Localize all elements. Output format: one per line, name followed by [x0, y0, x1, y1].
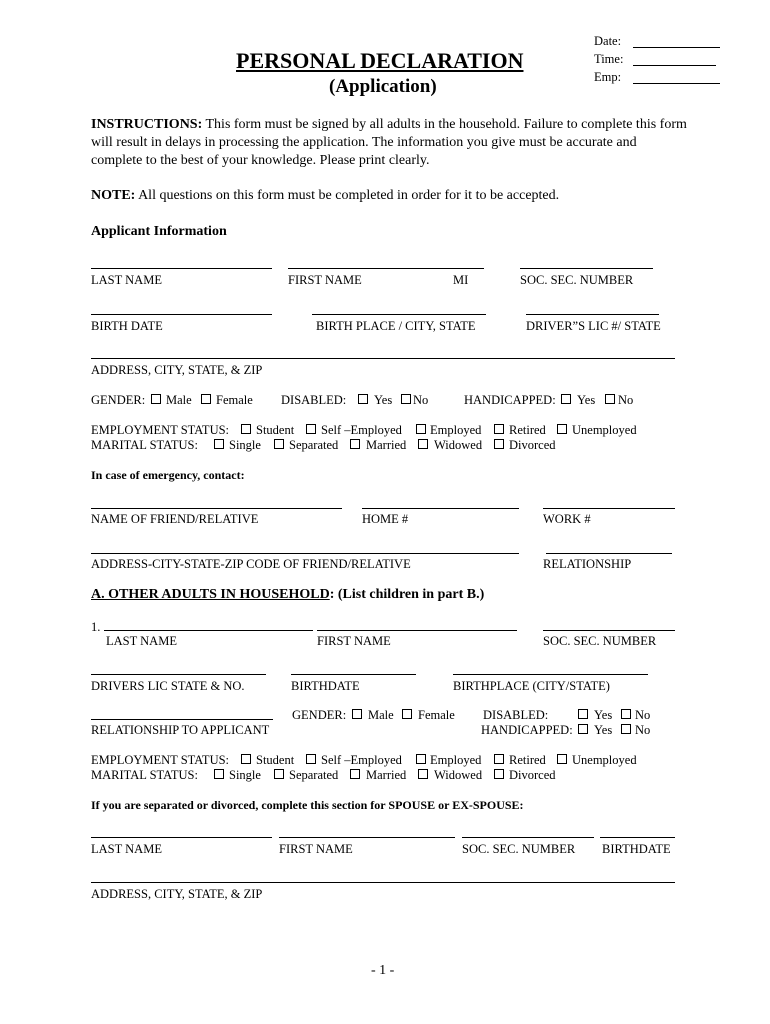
applicant-handicapped-yes-checkbox[interactable]	[561, 394, 571, 404]
time-field[interactable]	[633, 65, 716, 66]
applicant-gender-label: GENDER:	[91, 393, 146, 407]
applicant-employed-label: Employed	[430, 423, 482, 437]
adult-disabled-yes-label: Yes	[594, 708, 613, 722]
applicant-handicapped-no-label: No	[618, 393, 634, 407]
adult-self-employed-label: Self –Employed	[321, 753, 402, 767]
applicant-female-label: Female	[216, 393, 253, 407]
applicant-disabled-no-checkbox[interactable]	[401, 394, 411, 404]
adult-male-checkbox[interactable]	[352, 709, 362, 719]
adult-student-label: Student	[256, 753, 295, 767]
adult-handicapped-no-checkbox[interactable]	[621, 724, 631, 734]
applicant-last-name-label: LAST NAME	[91, 273, 162, 287]
emp-label: Emp:	[594, 70, 622, 84]
emergency-home-field[interactable]	[362, 508, 519, 509]
applicant-birth-date-label: BIRTH DATE	[91, 319, 163, 333]
applicant-separated-label: Separated	[289, 438, 339, 452]
applicant-drivers-lic-field[interactable]	[526, 314, 659, 315]
applicant-single-label: Single	[229, 438, 261, 452]
applicant-drivers-lic-label: DRIVER”S LIC #/ STATE	[526, 319, 661, 333]
adult-last-name-label: LAST NAME	[106, 634, 177, 648]
spouse-address-field[interactable]	[91, 882, 675, 883]
applicant-unemployed-label: Unemployed	[572, 423, 637, 437]
adult-birthplace-label: BIRTHPLACE (CITY/STATE)	[453, 679, 610, 693]
applicant-widowed-checkbox[interactable]	[418, 439, 428, 449]
adult-single-checkbox[interactable]	[214, 769, 224, 779]
adult-marital-label: MARITAL STATUS:	[91, 768, 198, 782]
spouse-last-name-field[interactable]	[91, 837, 272, 838]
applicant-separated-checkbox[interactable]	[274, 439, 284, 449]
section-a-number: 1.	[91, 620, 101, 634]
applicant-self-employed-checkbox[interactable]	[306, 424, 316, 434]
applicant-handicapped-no-checkbox[interactable]	[605, 394, 615, 404]
instructions-paragraph	[91, 116, 691, 170]
adult-handicapped-label: HANDICAPPED:	[481, 723, 573, 737]
emergency-work-label: WORK #	[543, 512, 591, 526]
adult-employed-label: Employed	[430, 753, 482, 767]
page-title: PERSONAL DECLARATION	[236, 48, 524, 73]
spouse-heading: If you are separated or divorced, complete this section for SPOUSE or EX-SPOUSE:	[91, 798, 524, 812]
section-a-heading-title: A. OTHER ADULTS IN HOUSEHOLD	[91, 587, 330, 602]
adult-first-name-field[interactable]	[317, 630, 517, 631]
applicant-student-checkbox[interactable]	[241, 424, 251, 434]
spouse-ssn-field[interactable]	[462, 837, 594, 838]
adult-disabled-yes-checkbox[interactable]	[578, 709, 588, 719]
adult-separated-label: Separated	[289, 768, 339, 782]
applicant-birth-place-field[interactable]	[312, 314, 486, 315]
adult-retired-checkbox[interactable]	[494, 754, 504, 764]
emergency-relationship-field[interactable]	[546, 553, 672, 554]
spouse-first-name-label: FIRST NAME	[279, 842, 353, 856]
applicant-divorced-label: Divorced	[509, 438, 556, 452]
adult-separated-checkbox[interactable]	[274, 769, 284, 779]
applicant-address-field[interactable]	[91, 358, 675, 359]
emergency-relationship-label: RELATIONSHIP	[543, 557, 632, 571]
applicant-first-name-label: FIRST NAME	[288, 273, 362, 287]
spouse-address-label: ADDRESS, CITY, STATE, & ZIP	[91, 887, 263, 901]
adult-birthdate-label: BIRTHDATE	[291, 679, 360, 693]
adult-handicapped-no-label: No	[635, 723, 651, 737]
adult-drivers-lic-field[interactable]	[91, 674, 266, 675]
applicant-retired-label: Retired	[509, 423, 546, 437]
applicant-retired-checkbox[interactable]	[494, 424, 504, 434]
adult-handicapped-yes-label: Yes	[594, 723, 613, 737]
applicant-disabled-yes-checkbox[interactable]	[358, 394, 368, 404]
adult-student-checkbox[interactable]	[241, 754, 251, 764]
spouse-birthdate-field[interactable]	[600, 837, 675, 838]
spouse-birthdate-label: BIRTHDATE	[602, 842, 671, 856]
adult-disabled-no-label: No	[635, 708, 651, 722]
date-label: Date:	[594, 34, 622, 48]
instructions-label: INSTRUCTIONS:	[91, 117, 203, 132]
adult-self-employed-checkbox[interactable]	[306, 754, 316, 764]
applicant-single-checkbox[interactable]	[214, 439, 224, 449]
applicant-birth-place-label: BIRTH PLACE / CITY, STATE	[316, 319, 476, 333]
adult-married-checkbox[interactable]	[350, 769, 360, 779]
adult-unemployed-label: Unemployed	[572, 753, 637, 767]
emergency-address-field[interactable]	[91, 553, 519, 554]
applicant-last-name-field[interactable]	[91, 268, 272, 269]
applicant-self-employed-label: Self –Employed	[321, 423, 402, 437]
adult-retired-label: Retired	[509, 753, 546, 767]
adult-divorced-label: Divorced	[509, 768, 556, 782]
adult-first-name-label: FIRST NAME	[317, 634, 391, 648]
emergency-address-label: ADDRESS-CITY-STATE-ZIP CODE OF FRIEND/RELATIVE	[91, 557, 411, 571]
applicant-divorced-checkbox[interactable]	[494, 439, 504, 449]
adult-birthplace-field[interactable]	[453, 674, 648, 675]
adult-gender-label: GENDER:	[292, 708, 347, 722]
section-a-heading	[91, 588, 484, 602]
page-number: - 1 -	[371, 963, 395, 978]
adult-female-label: Female	[418, 708, 455, 722]
applicant-unemployed-checkbox[interactable]	[557, 424, 567, 434]
applicant-employment-label: EMPLOYMENT STATUS:	[91, 423, 230, 437]
applicant-disabled-label: DISABLED:	[281, 393, 347, 407]
emergency-name-field[interactable]	[91, 508, 342, 509]
adult-employed-checkbox[interactable]	[416, 754, 426, 764]
applicant-employed-checkbox[interactable]	[416, 424, 426, 434]
adult-unemployed-checkbox[interactable]	[557, 754, 567, 764]
adult-disabled-no-checkbox[interactable]	[621, 709, 631, 719]
adult-male-label: Male	[368, 708, 394, 722]
applicant-male-label: Male	[166, 393, 192, 407]
applicant-married-checkbox[interactable]	[350, 439, 360, 449]
adult-widowed-label: Widowed	[434, 768, 483, 782]
applicant-handicapped-yes-label: Yes	[577, 393, 596, 407]
applicant-disabled-yes-label: Yes	[374, 393, 393, 407]
spouse-first-name-field[interactable]	[279, 837, 455, 838]
page-subtitle: (Application)	[329, 76, 437, 97]
date-field[interactable]	[633, 47, 720, 48]
applicant-marital-label: MARITAL STATUS:	[91, 438, 198, 452]
applicant-ssn-field[interactable]	[520, 268, 653, 269]
adult-last-name-field[interactable]	[104, 630, 313, 631]
section-a-heading-suffix: : (List children in part B.)	[329, 587, 485, 602]
applicant-mi-label: MI	[453, 273, 469, 287]
note-paragraph	[91, 187, 691, 205]
spouse-ssn-label: SOC. SEC. NUMBER	[462, 842, 576, 856]
adult-divorced-checkbox[interactable]	[494, 769, 504, 779]
applicant-married-label: Married	[366, 438, 407, 452]
applicant-female-checkbox[interactable]	[201, 394, 211, 404]
applicant-student-label: Student	[256, 423, 295, 437]
adult-ssn-field[interactable]	[543, 630, 675, 631]
emergency-name-label: NAME OF FRIEND/RELATIVE	[91, 512, 259, 526]
note-label: NOTE:	[91, 188, 136, 203]
note-text: All questions on this form must be completed in order for it to be accepted.	[135, 188, 560, 203]
applicant-ssn-label: SOC. SEC. NUMBER	[520, 273, 634, 287]
applicant-handicapped-label: HANDICAPPED:	[464, 393, 556, 407]
applicant-address-label: ADDRESS, CITY, STATE, & ZIP	[91, 363, 263, 377]
adult-ssn-label: SOC. SEC. NUMBER	[543, 634, 657, 648]
adult-single-label: Single	[229, 768, 261, 782]
adult-relationship-label: RELATIONSHIP TO APPLICANT	[91, 723, 270, 737]
adult-widowed-checkbox[interactable]	[418, 769, 428, 779]
emp-field[interactable]	[633, 83, 720, 84]
instructions-text: This form must be signed by all adults in the household. Failure to complete this form will result in delays in processing the application. The information you give must be accurate and complete to the best of your knowledge. Please print clearly.	[91, 117, 687, 168]
adult-handicapped-yes-checkbox[interactable]	[578, 724, 588, 734]
adult-employment-label: EMPLOYMENT STATUS:	[91, 753, 230, 767]
applicant-widowed-label: Widowed	[434, 438, 483, 452]
spouse-last-name-label: LAST NAME	[91, 842, 162, 856]
applicant-male-checkbox[interactable]	[151, 394, 161, 404]
emergency-work-field[interactable]	[543, 508, 675, 509]
adult-birthdate-field[interactable]	[291, 674, 416, 675]
emergency-home-label: HOME #	[362, 512, 409, 526]
adult-disabled-label: DISABLED:	[483, 708, 549, 722]
emergency-heading: In case of emergency, contact:	[91, 468, 245, 482]
adult-drivers-lic-label: DRIVERS LIC STATE & NO.	[91, 679, 245, 693]
time-label: Time:	[594, 52, 624, 66]
applicant-heading: Applicant Information	[91, 224, 227, 239]
adult-married-label: Married	[366, 768, 407, 782]
applicant-birth-date-field[interactable]	[91, 314, 272, 315]
adult-relationship-field[interactable]	[91, 719, 273, 720]
adult-female-checkbox[interactable]	[402, 709, 412, 719]
applicant-disabled-no-label: No	[413, 393, 429, 407]
applicant-first-name-field[interactable]	[288, 268, 484, 269]
